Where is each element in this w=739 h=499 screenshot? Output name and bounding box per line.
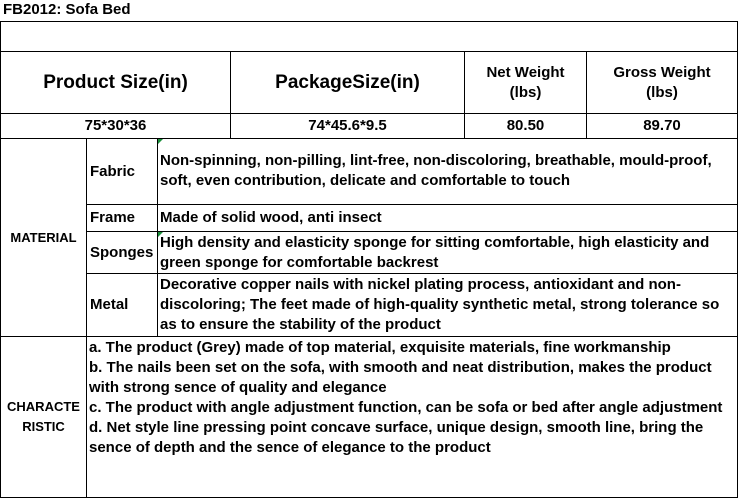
header-product-size: Product Size(in)	[1, 52, 231, 114]
material-desc-sponges: High density and elasticity sponge for sitting comfortable, high elasticity and green sponge for comfortable backrest	[158, 232, 738, 274]
header-net-weight: Net Weight (lbs)	[465, 52, 587, 114]
characteristic-label	[1, 337, 87, 498]
blank-row	[1, 22, 738, 52]
spec-table	[0, 21, 738, 498]
material-label: MATERIAL	[1, 139, 87, 337]
material-name-frame: Frame	[87, 205, 158, 232]
material-desc-fabric: Non-spinning, non-pilling, lint-free, non-discoloring, breathable, mould-proof, soft, even contribution, delicate and comfortable to touch	[158, 139, 738, 205]
characteristic-item-d: d. Net style line pressing point concave surface, unique design, smooth line, bring the sence of depth and the sence of elegance to the product	[89, 419, 704, 456]
header-package-size: PackageSize(in)	[231, 52, 465, 114]
characteristic-item-a: a. The product (Grey) made of top material, exquisite materials, fine workmanship	[89, 339, 671, 356]
characteristic-item-b: b. The nails been set on the sofa, with smooth and neat distribution, makes the product with strong sence of quality and elegance	[89, 359, 712, 396]
characteristic-list	[87, 337, 738, 498]
characteristic-label-line2: RISTIC	[22, 419, 65, 434]
characteristic-label-line1: CHARACTE	[7, 399, 80, 414]
value-net-weight: 80.50	[465, 114, 587, 139]
material-desc-frame: Made of solid wood, anti insect	[158, 205, 738, 232]
value-product-size: 75*30*36	[1, 114, 231, 139]
material-name-sponges: Sponges	[87, 232, 158, 274]
value-package-size: 74*45.6*9.5	[231, 114, 465, 139]
material-name-metal: Metal	[87, 274, 158, 337]
characteristic-item-c: c. The product with angle adjustment function, can be sofa or bed after angle adjustment	[89, 399, 723, 416]
material-name-fabric: Fabric	[87, 139, 158, 205]
value-gross-weight: 89.70	[587, 114, 738, 139]
comment-marker-sponges	[158, 232, 163, 237]
document-title: FB2012: Sofa Bed	[3, 1, 131, 18]
material-desc-metal: Decorative copper nails with nickel plating process, antioxidant and non-discoloring; The feet made of high-quality synthetic metal, strong tolerance so as to ensure the stability of the product	[158, 274, 738, 337]
comment-marker-fabric	[158, 139, 163, 144]
header-gross-weight: Gross Weight (lbs)	[587, 52, 738, 114]
